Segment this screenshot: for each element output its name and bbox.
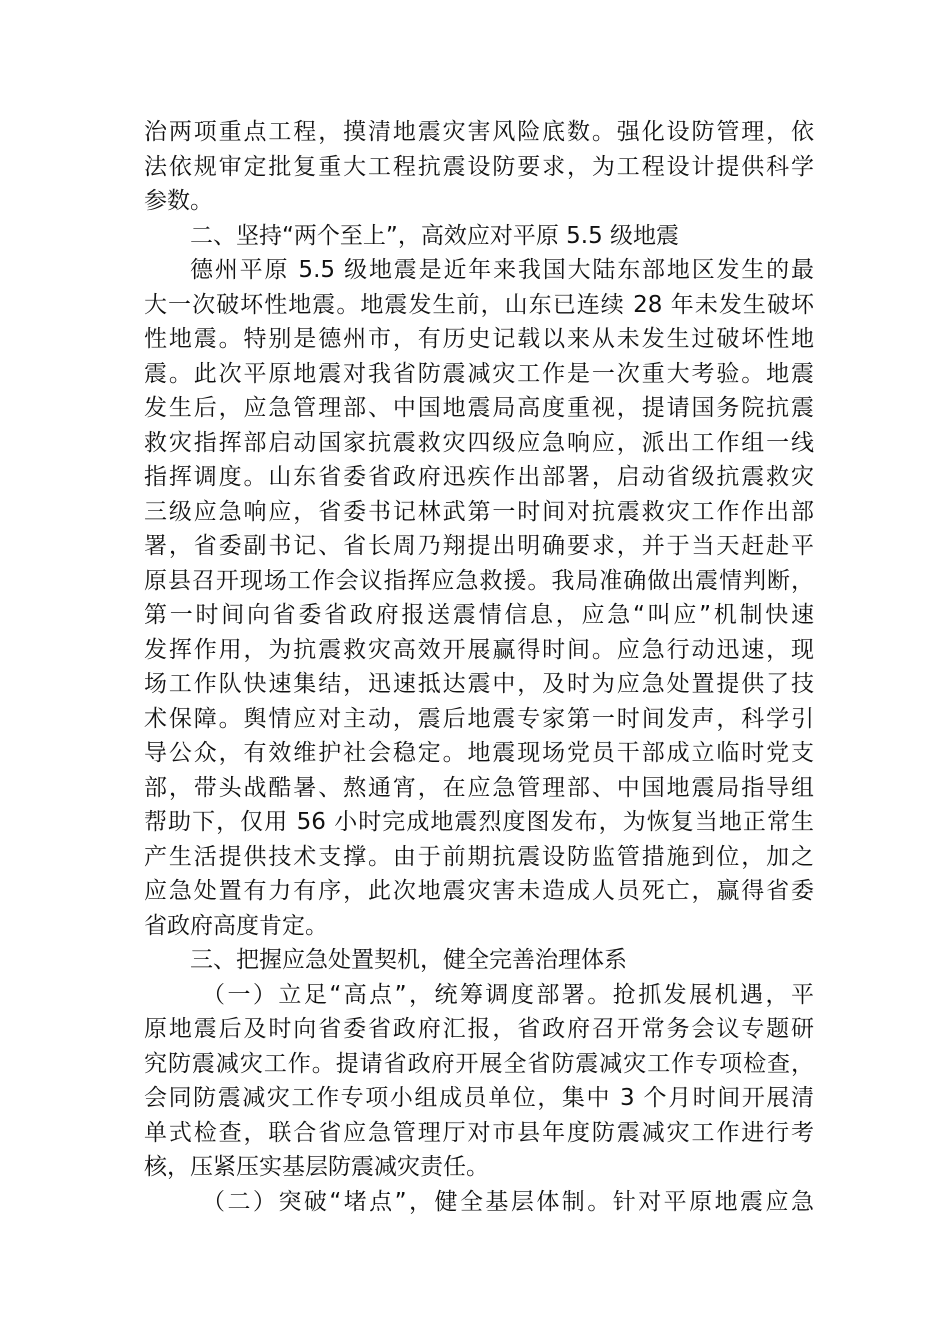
section-heading-3: 三、把握应急处置契机，健全完善治理体系 [190,947,627,973]
body-line: 第一时间向省委省政府报送震情信息，应急“叫应”机制快速 [144,602,814,628]
body-line: 产生活提供技术支撑。由于前期抗震设防监管措施到位，加之 [144,843,814,870]
body-line: 大一次破坏性地震。地震发生前，山东已连续 28 年未发生破坏 [144,291,814,318]
subsection-line: （一）立足“高点”，统筹调度部署。抢抓发展机遇，平 [202,981,814,1008]
document-body [144,115,814,1219]
body-line: 德州平原 5.5 级地震是近年来我国大陆东部地区发生的最 [190,257,814,283]
body-line: 究防震减灾工作。提请省政府开展全省防震减灾工作专项检查， [144,1050,814,1077]
body-line: 参数。 [144,188,213,214]
body-line: 会同防震减灾工作专项小组成员单位，集中 3 个月时间开展清 [144,1085,814,1111]
body-line: 救灾指挥部启动国家抗震救灾四级应急响应，派出工作组一线 [144,429,814,456]
body-line: 原地震后及时向省委省政府汇报，省政府召开常务会议专题研 [144,1016,814,1042]
section-heading-2: 二、坚持“两个至上”，高效应对平原 5.5 级地震 [190,222,680,249]
body-line: 发挥作用，为抗震救灾高效开展赢得时间。应急行动迅速，现 [144,636,814,663]
body-line: 震。此次平原地震对我省防震减灾工作是一次重大考验。地震 [144,360,814,387]
body-line: 法依规审定批复重大工程抗震设防要求，为工程设计提供科学 [144,153,814,180]
body-line: 术保障。舆情应对主动，震后地震专家第一时间发声，科学引 [144,705,814,732]
body-line: 导公众，有效维护社会稳定。地震现场党员干部成立临时党支 [144,740,814,766]
body-line: 发生后，应急管理部、中国地震局高度重视，提请国务院抗震 [144,395,814,421]
body-line: 核，压紧压实基层防震减灾责任。 [144,1154,489,1180]
body-line: 三级应急响应，省委书记林武第一时间对抗震救灾工作作出部 [144,498,814,525]
body-line: 应急处置有力有序，此次地震灾害未造成人员死亡，赢得省委 [144,878,814,904]
body-line: 性地震。特别是德州市，有历史记载以来从未发生过破坏性地 [144,326,814,352]
body-line: 省政府高度肯定。 [144,912,328,939]
body-line: 单式检查，联合省应急管理厅对市县年度防震减灾工作进行考 [144,1119,814,1146]
subsection-line: （二）突破“堵点”，健全基层体制。针对平原地震应急 [202,1188,814,1215]
body-line: 场工作队快速集结，迅速抵达震中，及时为应急处置提供了技 [144,671,814,697]
body-line: 帮助下，仅用 56 小时完成地震烈度图发布，为恢复当地正常生 [144,809,814,835]
body-line: 指挥调度。山东省委省政府迅疾作出部署，启动省级抗震救灾 [144,464,814,490]
body-line: 署，省委副书记、省长周乃翔提出明确要求，并于当天赶赴平 [144,533,814,559]
body-line: 原县召开现场工作会议指挥应急救援。我局准确做出震情判断， [144,567,814,594]
body-line: 部，带头战酷暑、熬通宵，在应急管理部、中国地震局指导组 [144,774,814,801]
body-line: 治两项重点工程，摸清地震灾害风险底数。强化设防管理，依 [144,119,814,145]
